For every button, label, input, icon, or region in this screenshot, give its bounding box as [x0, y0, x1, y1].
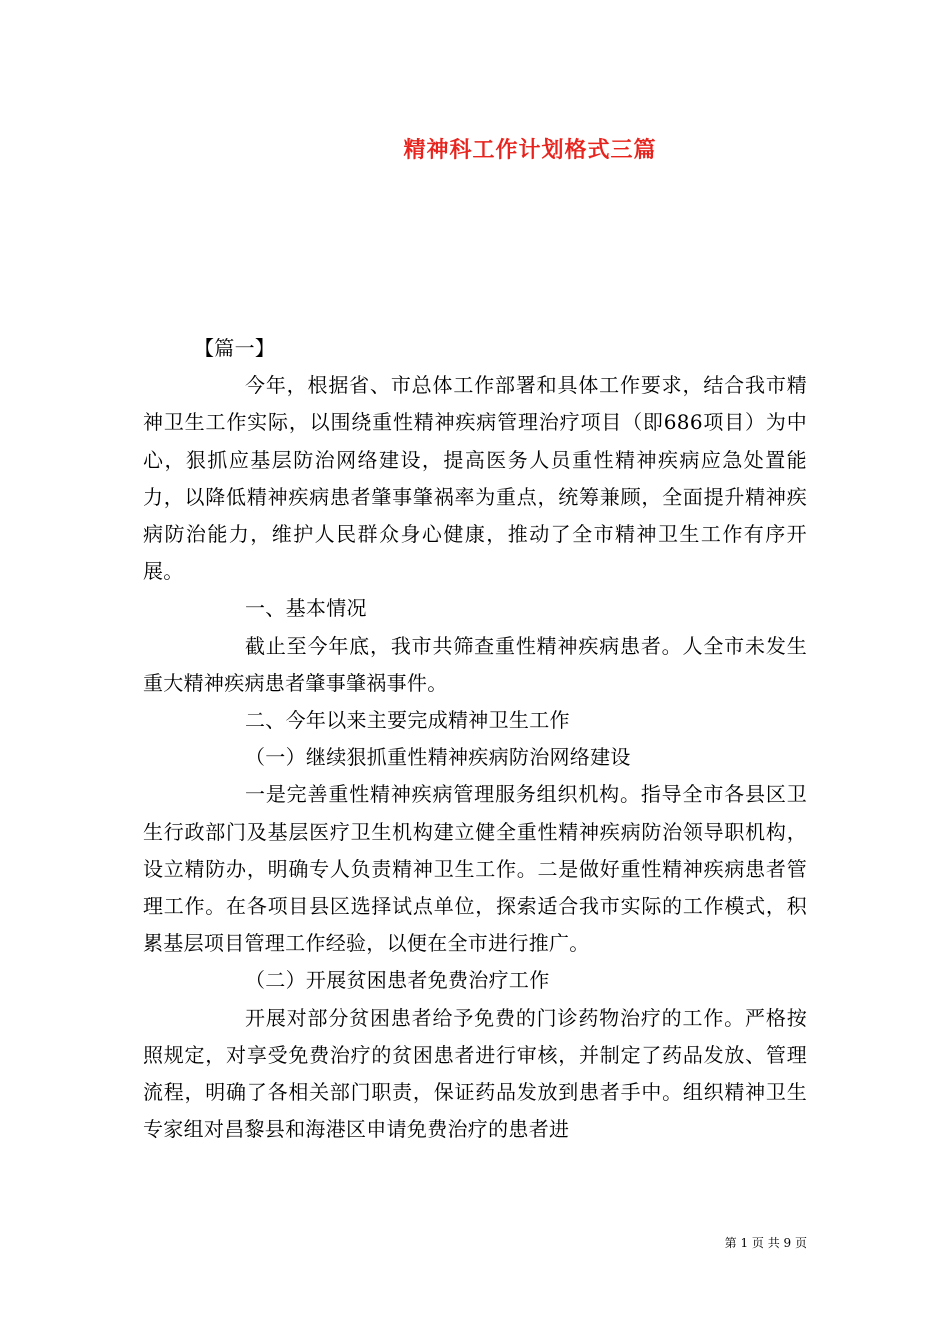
subheading: 一、基本情况: [245, 596, 367, 621]
subheading: （二）开展贫困患者免费治疗工作: [245, 968, 550, 993]
paragraph: 一是完善重性精神疾病管理服务组织机构。指导全市各县区卫生行政部门及基层医疗卫生机构建立健全重性精神疾病防治领导职机构，设立精防办，明确专人负责精神卫生工作。二是做好重性精神疾病患者管理工作。在各项目县区选择试点单位，探索适合我市实际的工作模式，积累基层项目管理工作经验，以便在全市进行推广。: [143, 782, 807, 956]
document-body: [143, 330, 807, 1148]
paragraph: 截止至今年底，我市共筛查重性精神疾病患者。人全市未发生重大精神疾病患者肇事肇祸事件。: [143, 633, 807, 695]
subheading: 二、今年以来主要完成精神卫生工作: [245, 708, 570, 733]
subheading: （一）继续狠抓重性精神疾病防治网络建设: [245, 745, 631, 770]
document-title: 精神科工作计划格式三篇: [403, 137, 657, 163]
paragraph: 开展对部分贫困患者给予免费的门诊药物治疗的工作。严格按照规定，对享受免费治疗的贫困患者进行审核，并制定了药品发放、管理流程，明确了各相关部门职责，保证药品发放到患者手中。组织精神卫生专家组对昌黎县和海港区申请免费治疗的患者进: [143, 1005, 807, 1142]
section-heading: 【篇一】: [194, 336, 276, 360]
paragraph: 今年，根据省、市总体工作部署和具体工作要求，结合我市精神卫生工作实际，以围绕重性精神疾病管理治疗项目（即686项目）为中心，狠抓应基层防治网络建设，提高医务人员重性精神疾病应急处置能力，以降低精神疾病患者肇事肇祸率为重点，统筹兼顾，全面提升精神疾病防治能力，维护人民群众身心健康，推动了全市精神卫生工作有序开展。: [143, 373, 807, 584]
page-number: 第 1 页 共 9 页: [724, 1236, 807, 1250]
